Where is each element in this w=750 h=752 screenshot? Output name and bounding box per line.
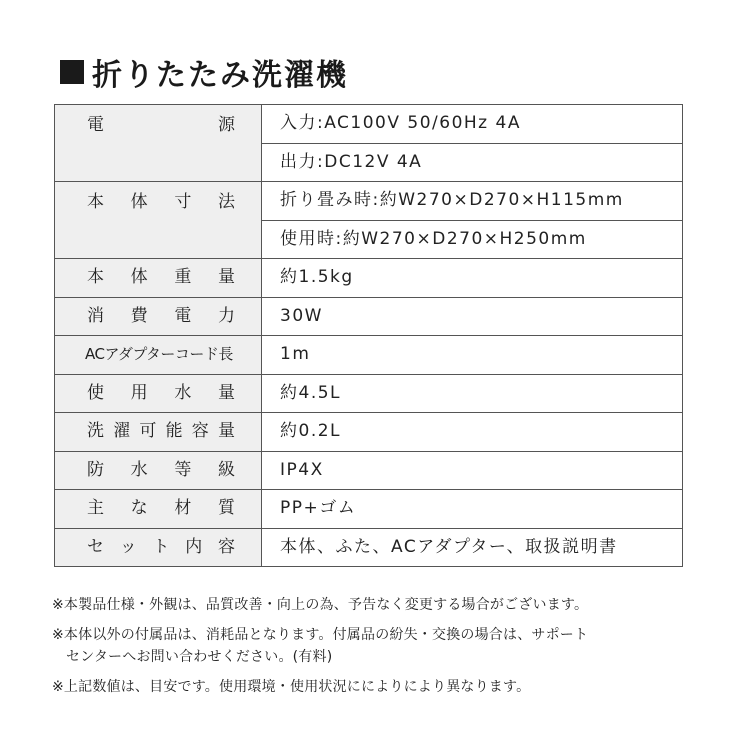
- material-label-cell: [55, 490, 262, 529]
- label-char: 級: [217, 459, 235, 480]
- label-char: 力: [217, 305, 235, 326]
- label-char: 体: [130, 267, 148, 288]
- label-char: 内: [185, 536, 203, 557]
- power-input-value: 入力:AC100V 50/60Hz 4A: [262, 105, 683, 144]
- spec-table: [54, 104, 683, 567]
- table-row: [55, 297, 683, 336]
- note-accessories: [52, 624, 712, 668]
- dims-folded-value: 折り畳み時:約W270×D270×H115mm: [262, 182, 683, 221]
- label-char: 洗: [87, 421, 104, 442]
- label-char: な: [130, 498, 148, 519]
- water-value: 約4.5L: [262, 374, 683, 413]
- label-char: ト: [152, 536, 170, 557]
- power-label-cell: [55, 105, 262, 182]
- waterproof-label-cell: [55, 451, 262, 490]
- table-row: [55, 451, 683, 490]
- label-char: 防: [87, 459, 104, 480]
- label-char: 費: [130, 305, 148, 326]
- label-char: セ: [87, 536, 104, 557]
- label-char: 源: [218, 115, 235, 135]
- contents-value: 本体、ふた、ACアダプター、取扱説明書: [262, 528, 683, 567]
- consumption-label-cell: [55, 297, 262, 336]
- label-char: 量: [217, 382, 235, 403]
- label-char: 寸: [174, 192, 192, 212]
- label-char: 本: [87, 267, 104, 288]
- water-label-cell: [55, 374, 262, 413]
- dims-label-cell: [55, 182, 262, 259]
- label-char: 体: [130, 192, 148, 212]
- label-char: ッ: [119, 536, 137, 557]
- table-row: [55, 105, 683, 144]
- weight-label-cell: [55, 259, 262, 298]
- label-char: 濯: [113, 421, 131, 442]
- note-spec-change: ※本製品仕様・外観は、品質改善・向上の為、予告なく変更する場合がございます。: [52, 597, 589, 613]
- label-char: 量: [217, 267, 235, 288]
- label-char: 主: [87, 498, 104, 519]
- label-char: 質: [217, 498, 235, 519]
- note-accessories-line1: ※本体以外の付属品は、消耗品となります。付属品の紛失・交換の場合は、サポート: [52, 627, 589, 643]
- cord-label: ACアダプターコード長: [85, 345, 233, 364]
- label-char: 容: [218, 536, 235, 557]
- power-output-value: 出力:DC12V 4A: [262, 143, 683, 182]
- label-char: 電: [87, 115, 104, 135]
- cord-value: 1m: [262, 336, 683, 375]
- table-row: [55, 413, 683, 452]
- waterproof-value: IP4X: [262, 451, 683, 490]
- label-char: 水: [130, 459, 148, 480]
- cord-label-cell: [55, 336, 262, 375]
- notes: [52, 594, 712, 706]
- table-row: [55, 336, 683, 375]
- page-title: [60, 50, 348, 94]
- consumption-value: 30W: [262, 297, 683, 336]
- note-accessories-line2: センターへお問い合わせください。(有料): [66, 649, 333, 665]
- label-char: 等: [174, 459, 192, 480]
- capacity-label-cell: [55, 413, 262, 452]
- contents-label-cell: [55, 528, 262, 567]
- note-approximate-values: ※上記数値は、目安です。使用環境・使用状況にによりにより異なります。: [52, 679, 531, 695]
- dims-in-use-value: 使用時:約W270×D270×H250mm: [262, 220, 683, 259]
- label-char: 量: [217, 421, 235, 442]
- table-row: [55, 490, 683, 529]
- capacity-value: 約0.2L: [262, 413, 683, 452]
- label-char: 電: [174, 305, 192, 326]
- table-row: [55, 259, 683, 298]
- table-row: [55, 528, 683, 567]
- label-char: 用: [130, 382, 148, 403]
- label-char: 本: [87, 192, 104, 212]
- table-row: [55, 182, 683, 221]
- label-char: 使: [87, 382, 104, 403]
- label-char: 消: [87, 305, 104, 326]
- label-char: 可: [139, 421, 157, 442]
- label-char: 水: [174, 382, 192, 403]
- title-text: 折りたたみ洗濯機: [92, 58, 348, 93]
- label-char: 容: [191, 421, 209, 442]
- title-square-icon: [60, 60, 84, 84]
- label-char: 材: [174, 498, 192, 519]
- material-value: PP+ゴム: [262, 490, 683, 529]
- label-char: 法: [217, 192, 235, 212]
- weight-value: 約1.5kg: [262, 259, 683, 298]
- label-char: 能: [165, 421, 183, 442]
- table-row: [55, 374, 683, 413]
- label-char: 重: [174, 267, 192, 288]
